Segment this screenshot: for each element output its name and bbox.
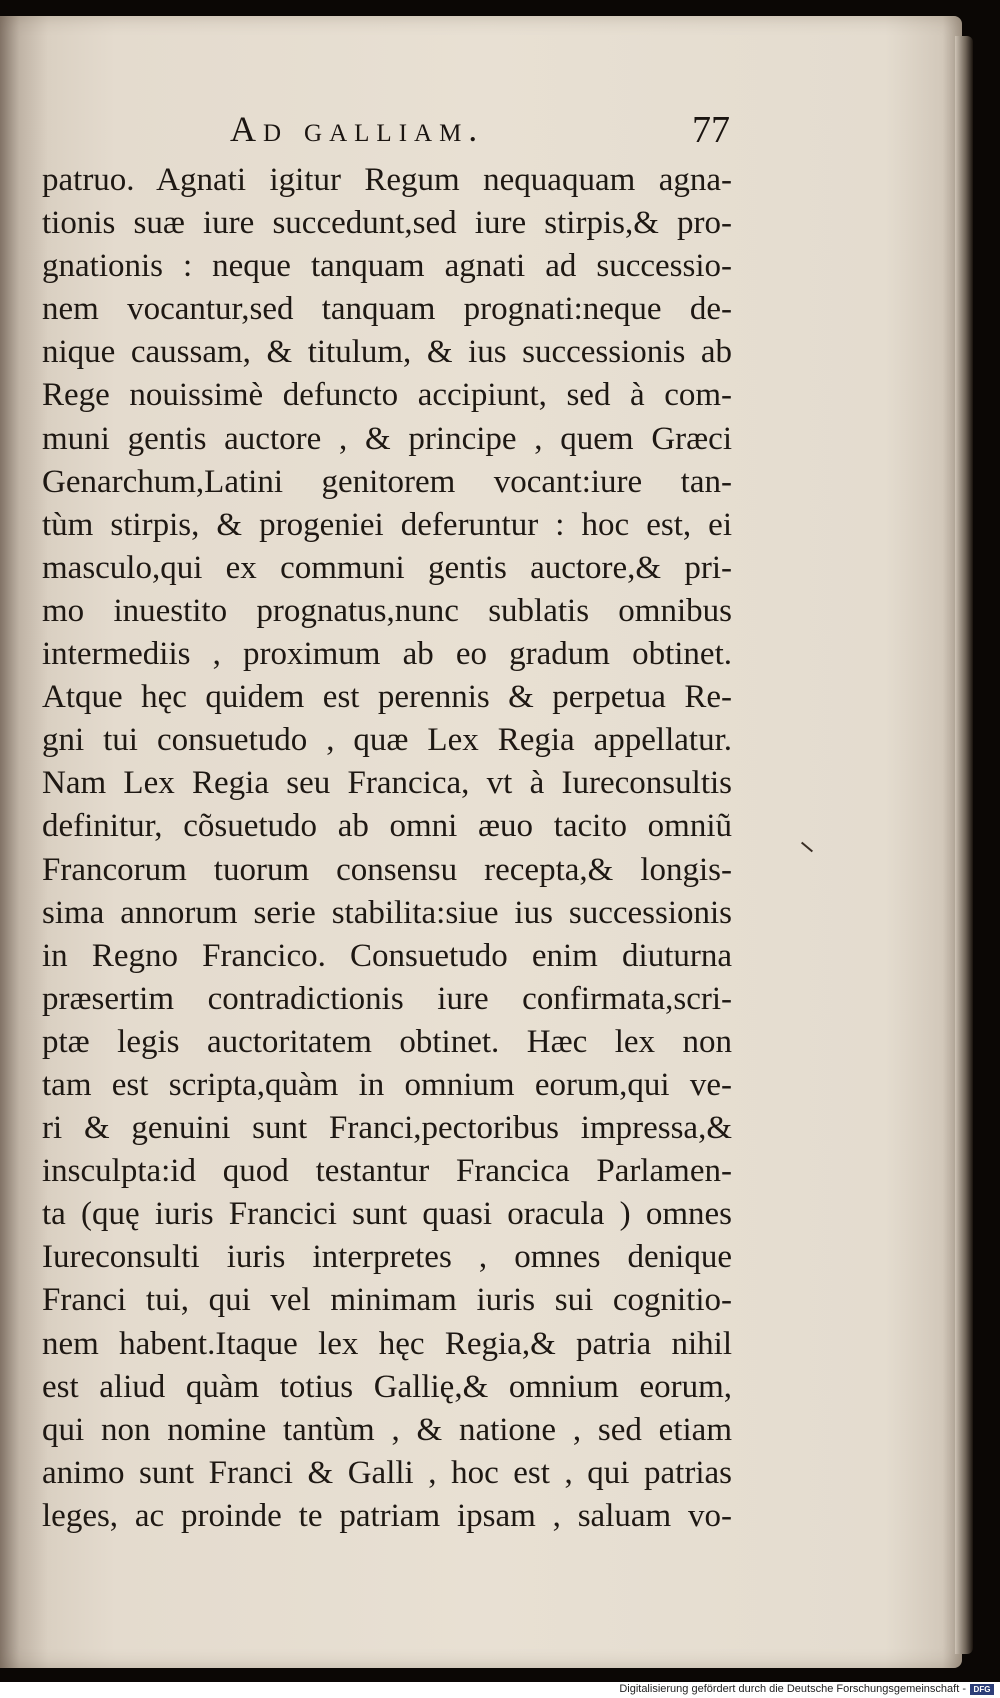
text-line: tùm stirpis, & progeniei deferuntur : hoc est, ei (42, 506, 732, 543)
text-line: intermediis , proximum ab eo gradum obtinet. (42, 636, 732, 673)
text-line: mo inuestito prognatus,nunc sublatis omnibus (42, 592, 732, 629)
text-line: tionis suæ iure succedunt,sed iure stirpis,& pro- (42, 205, 732, 242)
page-edge (955, 36, 973, 1654)
running-title: Ad galliam. (230, 109, 485, 149)
funding-note: Digitalisierung gefördert durch die Deutsche Forschungsgemeinschaft - (619, 1683, 966, 1695)
text-line: muni gentis auctore , & principe , quem Græci (42, 420, 732, 457)
text-line: masculo,qui ex communi gentis auctore,& pri- (42, 549, 732, 586)
text-line: qui non nomine tantùm , & natione , sed etiam (42, 1411, 732, 1448)
text-line: insculpta:id quod testantur Francica Parlamen- (42, 1153, 732, 1190)
text-line: tam est scripta,quàm in omnium eorum,qui ve- (42, 1066, 732, 1103)
text-line: in Regno Francico. Consuetudo enim diuturna (42, 937, 732, 974)
page-number: 77 (692, 109, 730, 151)
text-line: ptæ legis auctoritatem obtinet. Hæc lex non (42, 1023, 732, 1060)
text-line: gni tui consuetudo , quæ Lex Regia appellatur. (42, 722, 732, 759)
text-line: Atque hęc quidem est perennis & perpetua Re- (42, 679, 732, 716)
text-line: animo sunt Franci & Galli , hoc est , qui patrias (42, 1454, 732, 1491)
text-line: patruo. Agnati igitur Regum nequaquam agna- (42, 162, 732, 198)
dfg-logo: DFG (970, 1684, 994, 1695)
text-line: Iureconsulti iuris interpretes , omnes denique (42, 1239, 732, 1276)
text-line: ri & genuini sunt Franci,pectoribus impressa,& (42, 1110, 732, 1147)
text-line: Genarchum,Latini genitorem vocant:iure tan- (42, 463, 732, 500)
text-line: sima annorum serie stabilita:siue ius successionis (42, 894, 732, 931)
text-line: Francorum tuorum consensu recepta,& longis- (42, 851, 732, 888)
body-text (42, 159, 732, 1538)
text-line: Franci tui, qui vel minimam iuris sui cognitio- (42, 1282, 732, 1319)
text-line: est aliud quàm totius Gallię,& omnium eorum, (42, 1368, 732, 1405)
book-page (0, 16, 962, 1668)
text-line: nem habent.Itaque lex hęc Regia,& patria nihil (42, 1325, 732, 1362)
text-line: nem vocantur,sed tanquam prognati:neque de- (42, 291, 732, 328)
text-line: definitur, cõsuetudo ab omni æuo tacito omniũ (42, 808, 732, 845)
text-line: ta (quę iuris Francici sunt quasi oracula ) omnes (42, 1196, 732, 1233)
text-line: gnationis : neque tanquam agnati ad successio- (42, 248, 732, 285)
text-line: nique caussam, & titulum, & ius successionis ab (42, 334, 732, 371)
text-line: Rege nouissimè defuncto accipiunt, sed à com- (42, 377, 732, 414)
footer-bar (0, 1682, 1000, 1698)
text-line: leges, ac proinde te patriam ipsam , saluam vo- (42, 1497, 732, 1534)
text-line: Nam Lex Regia seu Francica, vt à Iureconsultis (42, 765, 732, 802)
page-header (40, 108, 730, 158)
text-line: præsertim contradictionis iure confirmata,scri- (42, 980, 732, 1017)
